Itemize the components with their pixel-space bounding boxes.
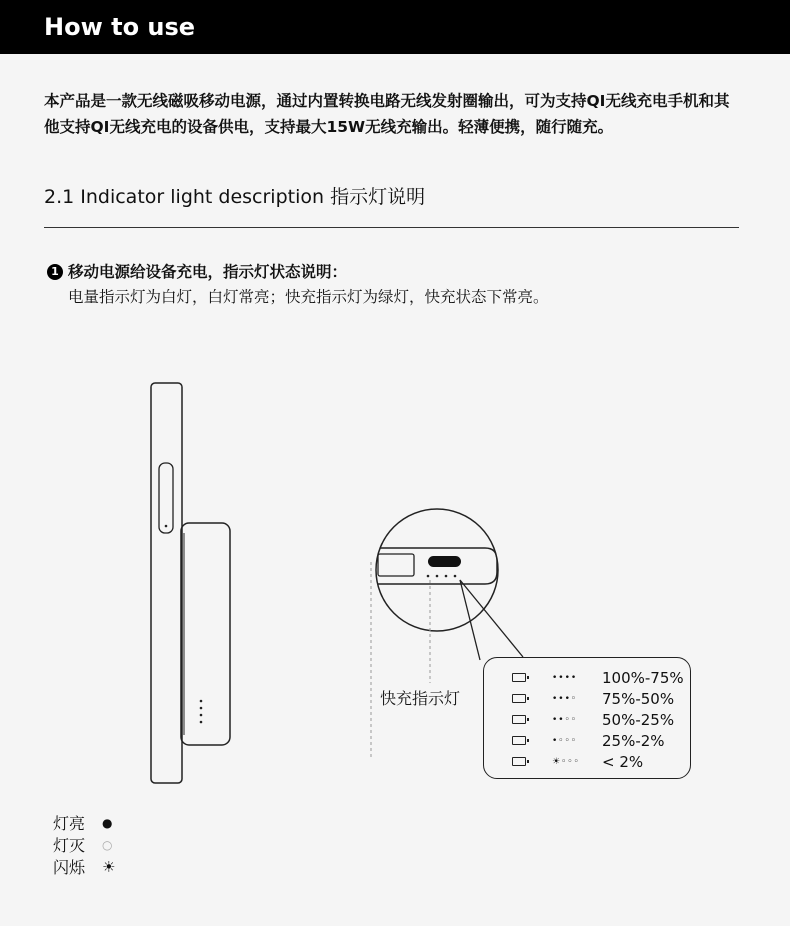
power-bank-led-dots <box>200 700 203 724</box>
battery-icon <box>512 694 526 703</box>
phone-side-button <box>159 463 173 533</box>
led-dots-pattern: •◦◦◦ <box>552 736 578 746</box>
level-range: < 2% <box>602 753 644 771</box>
battery-icon <box>512 757 526 766</box>
phone-outline <box>151 383 182 783</box>
battery-icon <box>512 673 526 682</box>
level-range: 100%-75% <box>602 669 684 687</box>
phone-button-dot <box>165 525 168 528</box>
led-blink-icon: ☀ <box>102 858 116 876</box>
led-dots-pattern: •••◦ <box>552 694 578 704</box>
level-range: 25%-2% <box>602 732 665 750</box>
level-range: 75%-50% <box>602 690 675 708</box>
led-dots-pattern: ••◦◦ <box>552 715 578 725</box>
step-description: 电量指示灯为白灯，白灯常亮；快充指示灯为绿灯，快充状态下常亮。 <box>68 288 549 306</box>
intro-paragraph: 本产品是一款无线磁吸移动电源，通过内置转换电路无线发射圈输出，可为支持QI无线充电手机和其他支持QI无线充电的设备供电，支持最大15W无线充输出。轻薄便携，随行随充。 <box>44 92 730 136</box>
legend-label-blink: 闪烁 <box>53 858 86 877</box>
battery-level-row <box>484 689 690 709</box>
fast-charge-indicator-label: 快充指示灯 <box>380 689 461 708</box>
magnifier-circle <box>376 509 498 631</box>
legend-label-off: 灯灭 <box>53 836 86 855</box>
led-on-icon: ● <box>102 816 113 830</box>
section-title: 2.1 Indicator light description 指示灯说明 <box>44 186 426 208</box>
battery-level-row <box>484 668 690 688</box>
step-title: 移动电源给设备充电，指示灯状态说明： <box>68 263 348 281</box>
battery-level-row <box>484 752 690 772</box>
legend-label-on: 灯亮 <box>53 814 86 833</box>
battery-icon <box>512 715 526 724</box>
battery-levels-box <box>483 657 691 779</box>
header-title: How to use <box>44 13 196 41</box>
level-range: 50%-25% <box>602 711 675 729</box>
step-number-badge: 1 <box>47 264 63 280</box>
led-dots-pattern: ☀◦◦◦ <box>552 757 580 767</box>
power-bank-outline <box>181 523 230 745</box>
battery-icon <box>512 736 526 745</box>
battery-level-row <box>484 710 690 730</box>
led-dots-pattern: •••• <box>552 673 578 683</box>
led-off-icon: ○ <box>102 838 113 852</box>
battery-level-row <box>484 731 690 751</box>
usb-c-port <box>428 556 461 567</box>
